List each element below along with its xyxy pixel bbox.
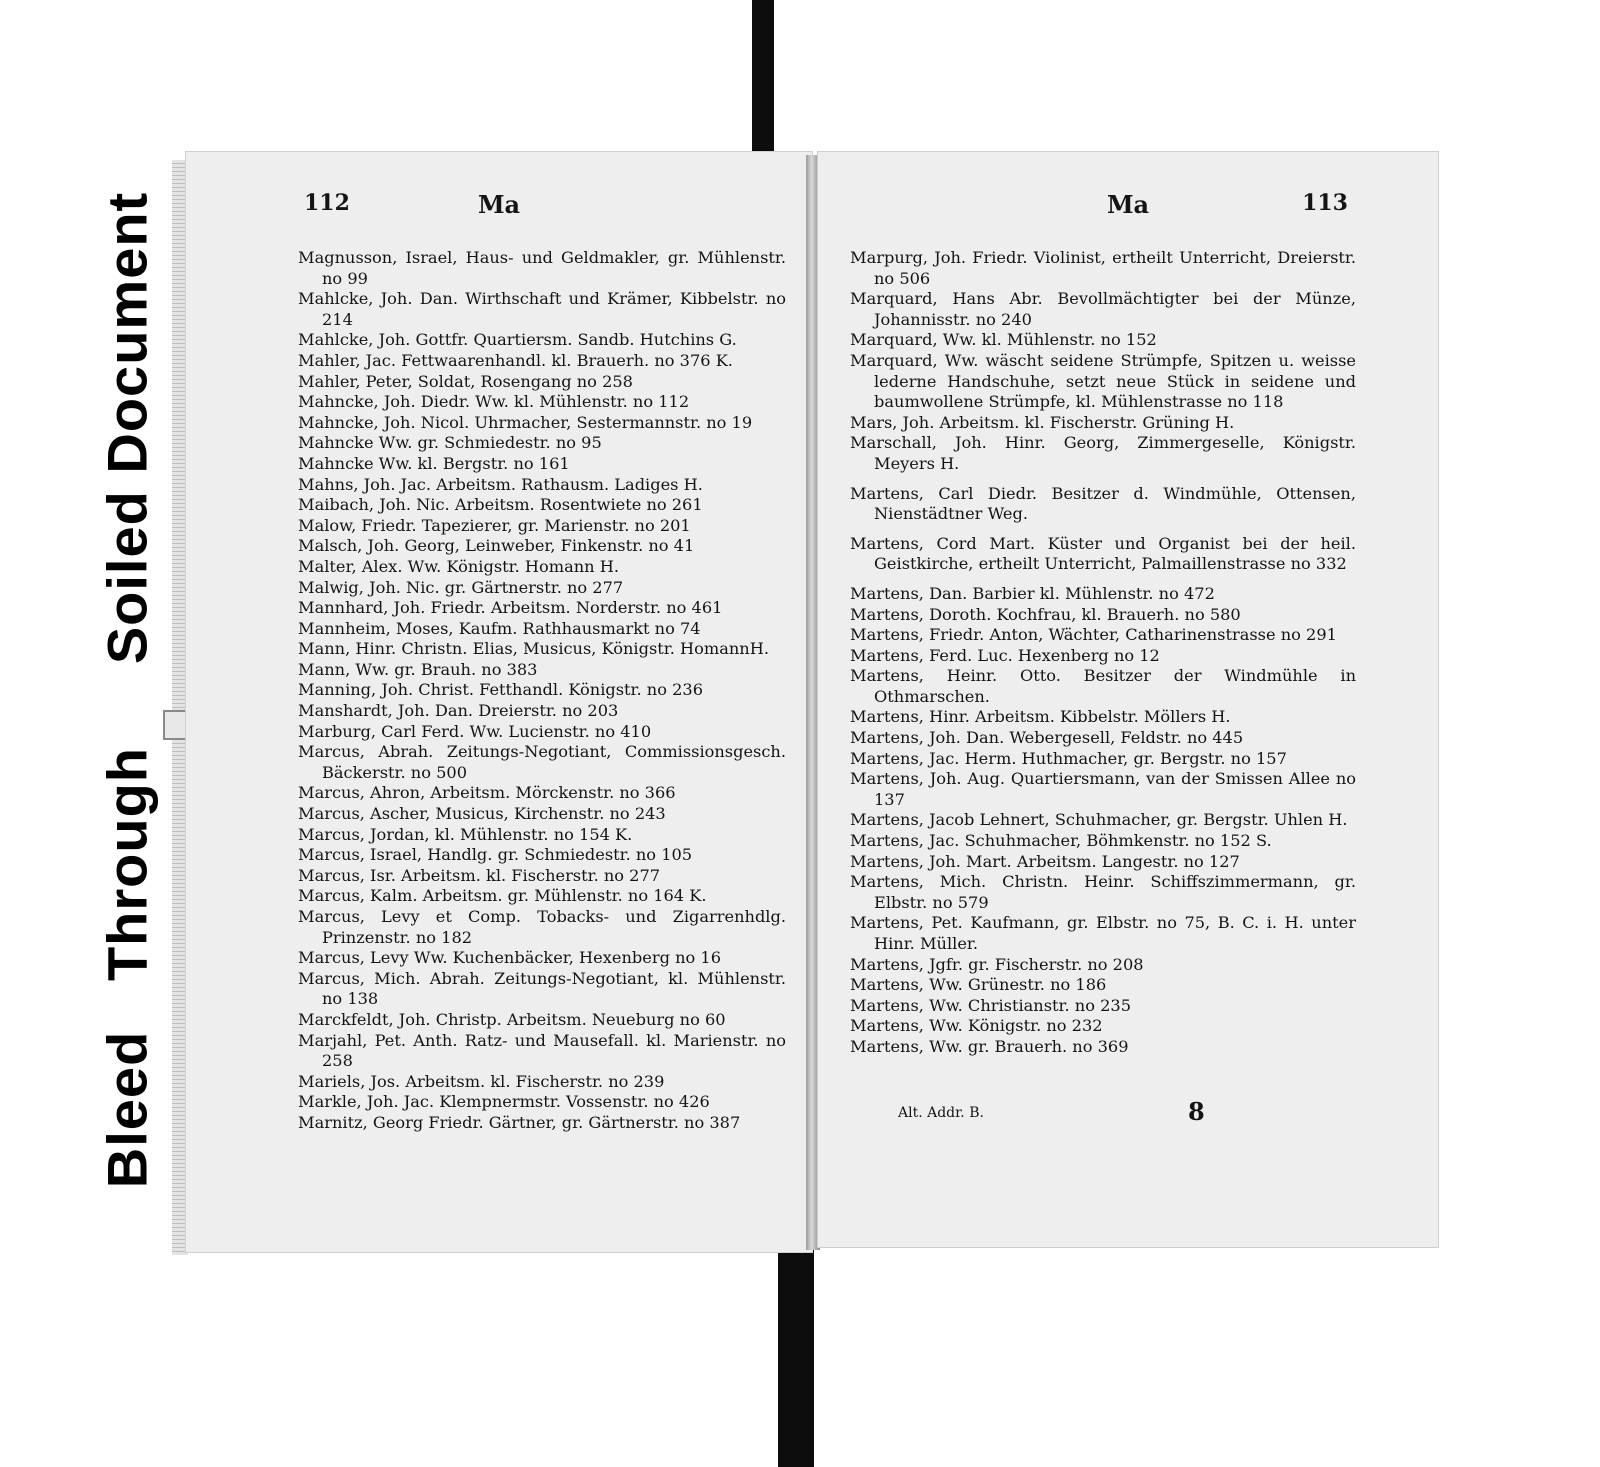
film-stripe-top bbox=[752, 0, 774, 160]
left-entry-list bbox=[298, 248, 786, 1134]
directory-entry: Marcus, Jordan, kl. Mühlenstr. no 154 K. bbox=[298, 824, 633, 844]
directory-entry: Marjahl, Pet. Anth. Ratz- und Mausefall. kl. Marienstr. no 258 bbox=[298, 1030, 786, 1071]
directory-entry: Mars, Joh. Arbeitsm. kl. Fischerstr. Grüning H. bbox=[850, 412, 1235, 432]
directory-entry: Martens, Ww. Grünestr. no 186 bbox=[850, 975, 1107, 995]
directory-entry: Mahns, Joh. Jac. Arbeitsm. Rathausm. Ladiges H. bbox=[298, 474, 703, 494]
directory-entry: Mahncke, Joh. Diedr. Ww. kl. Mühlenstr. no 112 bbox=[298, 392, 690, 412]
directory-entry: Marcus, Kalm. Arbeitsm. gr. Mühlenstr. no 164 K. bbox=[298, 886, 707, 906]
directory-entry: Martens, Ww. Christianstr. no 235 bbox=[850, 995, 1132, 1015]
right-running-head: Ma bbox=[1106, 190, 1150, 219]
directory-entry: Mahncke Ww. kl. Bergstr. no 161 bbox=[298, 453, 570, 473]
directory-entry: Martens, Jgfr. gr. Fischerstr. no 208 bbox=[850, 954, 1144, 974]
quire-mark: 8 bbox=[1188, 1097, 1205, 1126]
directory-entry: Martens, Mich. Christn. Heinr. Schiffszimmermann, gr. Elbstr. no 579 bbox=[850, 872, 1356, 912]
directory-entry: Marcus, Israel, Handlg. gr. Schmiedestr. no 105 bbox=[298, 845, 693, 865]
directory-entry: Mannheim, Moses, Kaufm. Rathhausmarkt no 74 bbox=[298, 618, 701, 638]
directory-entry: Martens, Jac. Schuhmacher, Böhmkenstr. no 152 S. bbox=[850, 831, 1272, 851]
condition-label bbox=[84, 170, 170, 1210]
directory-entry: Martens, Ww. Königstr. no 232 bbox=[850, 1016, 1103, 1036]
directory-entry: Mahncke, Joh. Nicol. Uhrmacher, Sestermannstr. no 19 bbox=[298, 412, 753, 432]
directory-entry: Manning, Joh. Christ. Fetthandl. Königstr. no 236 bbox=[298, 680, 704, 700]
directory-entry: Marcus, Mich. Abrah. Zeitungs-Negotiant, kl. Mühlenstr. no 138 bbox=[298, 968, 786, 1009]
directory-entry: Marcus, Ahron, Arbeitsm. Mörckenstr. no 366 bbox=[298, 783, 676, 803]
directory-entry: Marburg, Carl Ferd. Ww. Lucienstr. no 410 bbox=[298, 721, 652, 741]
directory-entry: Marcus, Isr. Arbeitsm. kl. Fischerstr. no 277 bbox=[298, 865, 661, 885]
directory-entry: Mariels, Jos. Arbeitsm. kl. Fischerstr. no 239 bbox=[298, 1071, 665, 1091]
label-word-bleed: Bleed bbox=[95, 1030, 159, 1189]
directory-entry: Mahncke Ww. gr. Schmiedestr. no 95 bbox=[298, 433, 602, 453]
directory-entry: Martens, Jacob Lehnert, Schuhmacher, gr. Bergstr. Uhlen H. bbox=[850, 810, 1348, 830]
directory-entry: Marpurg, Joh. Friedr. Violinist, ertheilt Unterricht, Dreierstr. no 506 bbox=[850, 248, 1356, 288]
right-page bbox=[818, 152, 1438, 1247]
directory-entry: Marquard, Ww. wäscht seidene Strümpfe, Spitzen u. weisse lederne Handschuhe, setzt neue Stück in seidene und baumwollene Strümpfe, kl. Mühlenstrasse no 118 bbox=[850, 350, 1356, 412]
left-page-header bbox=[186, 190, 812, 220]
directory-entry: Martens, Joh. Mart. Arbeitsm. Langestr. no 127 bbox=[850, 851, 1240, 871]
film-stripe-bottom bbox=[778, 1240, 814, 1467]
right-page-footer bbox=[898, 1097, 1358, 1129]
directory-entry: Magnusson, Israel, Haus- und Geldmakler, gr. Mühlenstr. no 99 bbox=[298, 248, 786, 288]
footer-signature: Alt. Addr. B. bbox=[898, 1105, 984, 1121]
directory-entry: Marquard, Hans Abr. Bevollmächtigter bei der Münze, Johannisstr. no 240 bbox=[850, 289, 1356, 329]
directory-entry: Martens, Friedr. Anton, Wächter, Catharinenstrasse no 291 bbox=[850, 625, 1337, 645]
directory-entry: Mann, Hinr. Christn. Elias, Musicus, Königstr. HomannH. bbox=[298, 639, 769, 659]
directory-entry: Maibach, Joh. Nic. Arbeitsm. Rosentwiete no 261 bbox=[298, 495, 703, 515]
directory-entry: Martens, Joh. Dan. Webergesell, Feldstr. no 445 bbox=[850, 728, 1244, 748]
directory-entry: Martens, Carl Diedr. Besitzer d. Windmühle, Ottensen, Nienstädtner Weg. bbox=[850, 483, 1356, 524]
left-page bbox=[186, 152, 812, 1252]
directory-entry: Martens, Cord Mart. Küster und Organist bei der heil. Geistkirche, ertheilt Unterricht, Palmaillenstrasse no 332 bbox=[850, 533, 1356, 574]
directory-entry: Marckfeldt, Joh. Christp. Arbeitsm. Neueburg no 60 bbox=[298, 1009, 726, 1029]
directory-entry: Martens, Doroth. Kochfrau, kl. Brauerh. no 580 bbox=[850, 604, 1241, 624]
directory-entry: Malwig, Joh. Nic. gr. Gärtnerstr. no 277 bbox=[298, 577, 624, 597]
directory-entry: Manshardt, Joh. Dan. Dreierstr. no 203 bbox=[298, 701, 619, 721]
left-page-number: 112 bbox=[304, 190, 350, 216]
left-running-head: Ma bbox=[477, 190, 521, 219]
directory-entry: Martens, Ww. gr. Brauerh. no 369 bbox=[850, 1036, 1129, 1056]
directory-entry: Marschall, Joh. Hinr. Georg, Zimmergeselle, Königstr. Meyers H. bbox=[850, 433, 1356, 473]
directory-entry: Marquard, Ww. kl. Mühlenstr. no 152 bbox=[850, 330, 1157, 350]
directory-entry: Martens, Hinr. Arbeitsm. Kibbelstr. Möllers H. bbox=[850, 707, 1231, 727]
directory-entry: Malter, Alex. Ww. Königstr. Homann H. bbox=[298, 556, 620, 576]
directory-entry: Martens, Heinr. Otto. Besitzer der Windmühle in Othmarschen. bbox=[850, 666, 1356, 706]
right-page-number: 113 bbox=[1302, 190, 1348, 216]
directory-entry: Malsch, Joh. Georg, Leinweber, Finkenstr. no 41 bbox=[298, 536, 695, 556]
directory-entry: Martens, Joh. Aug. Quartiersmann, van der Smissen Allee no 137 bbox=[850, 769, 1356, 809]
directory-entry: Marnitz, Georg Friedr. Gärtner, gr. Gärtnerstr. no 387 bbox=[298, 1112, 741, 1132]
directory-entry: Mann, Ww. gr. Brauh. no 383 bbox=[298, 659, 538, 679]
label-word-soiled-document: Soiled Document bbox=[95, 191, 159, 665]
directory-entry: Mahlcke, Joh. Dan. Wirthschaft und Krämer, Kibbelstr. no 214 bbox=[298, 289, 786, 329]
directory-entry: Mannhard, Joh. Friedr. Arbeitsm. Norderstr. no 461 bbox=[298, 598, 723, 618]
right-page-header bbox=[818, 190, 1438, 220]
directory-entry: Martens, Jac. Herm. Huthmacher, gr. Bergstr. no 157 bbox=[850, 748, 1287, 768]
directory-entry: Marcus, Abrah. Zeitungs-Negotiant, Commissionsgesch. Bäckerstr. no 500 bbox=[298, 742, 786, 782]
directory-entry: Mahler, Peter, Soldat, Rosengang no 258 bbox=[298, 371, 633, 391]
directory-entry: Marcus, Ascher, Musicus, Kirchenstr. no 243 bbox=[298, 804, 666, 824]
directory-entry: Martens, Ferd. Luc. Hexenberg no 12 bbox=[850, 645, 1160, 665]
directory-entry: Marcus, Levy et Comp. Tobacks- und Zigarrenhdlg. Prinzenstr. no 182 bbox=[298, 907, 786, 947]
label-word-through: Through bbox=[95, 746, 159, 982]
directory-entry: Martens, Dan. Barbier kl. Mühlenstr. no 472 bbox=[850, 583, 1215, 603]
directory-entry: Marcus, Levy Ww. Kuchenbäcker, Hexenberg no 16 bbox=[298, 948, 721, 968]
directory-entry: Markle, Joh. Jac. Klempnermstr. Vossenstr. no 426 bbox=[298, 1092, 710, 1112]
directory-entry: Martens, Pet. Kaufmann, gr. Elbstr. no 75, B. C. i. H. unter Hinr. Müller. bbox=[850, 913, 1356, 953]
directory-entry: Mahlcke, Joh. Gottfr. Quartiersm. Sandb. Hutchins G. bbox=[298, 330, 737, 350]
directory-entry: Malow, Friedr. Tapezierer, gr. Marienstr. no 201 bbox=[298, 515, 691, 535]
right-entry-list bbox=[850, 248, 1356, 1058]
directory-entry: Mahler, Jac. Fettwaarenhandl. kl. Brauerh. no 376 K. bbox=[298, 350, 733, 370]
